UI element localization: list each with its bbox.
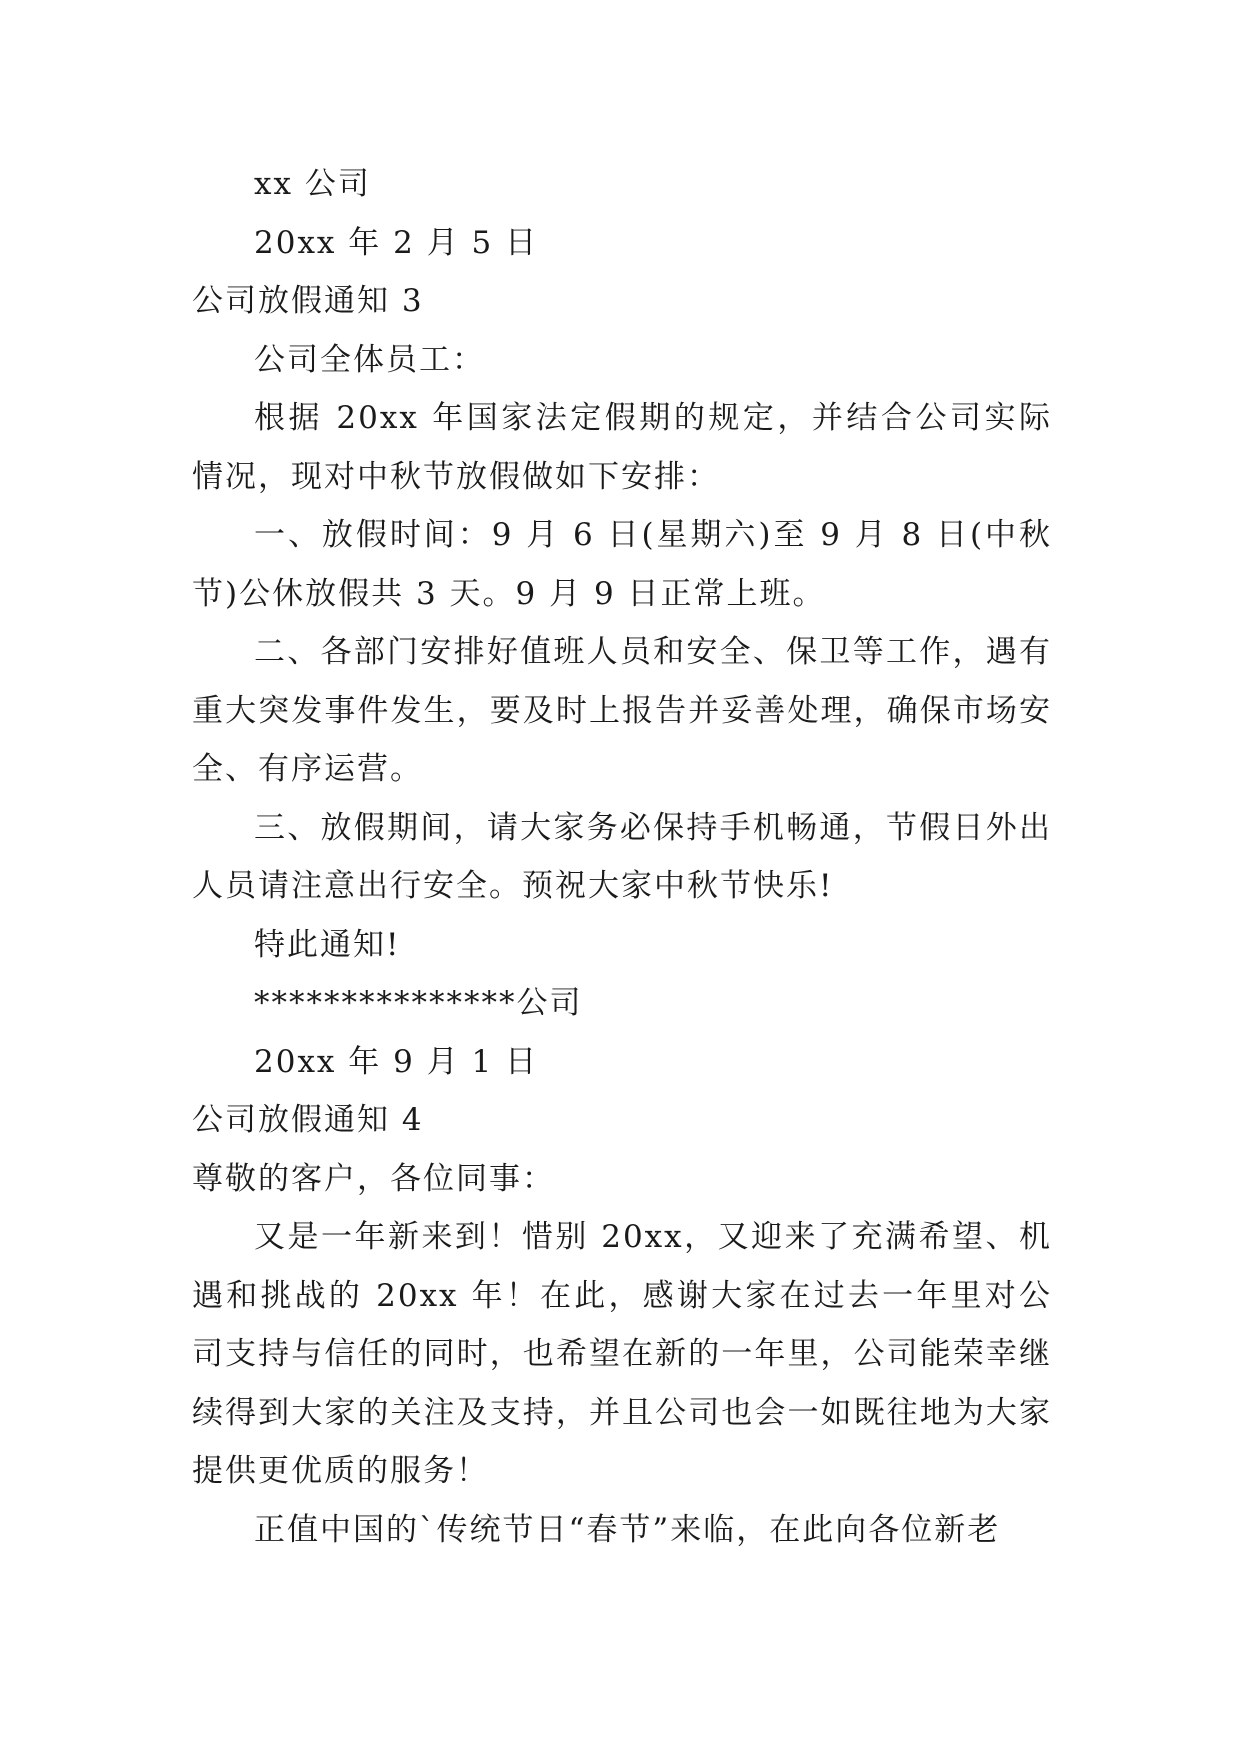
notice-paragraph: 又是一年新来到！惜别 20xx，又迎来了充满希望、机遇和挑战的 20xx 年！在此，感谢大家在过去一年里对公司支持与信任的同时，也希望在新的一年里，公司能荣幸继续得到大家的关注及支持，并且公司也会一如既往地为大家提供更优质的服务！ bbox=[192, 1219, 1052, 1489]
signature-date: 20xx 年 2 月 5 日 bbox=[254, 224, 539, 261]
notice-paragraph: 一、放假时间：9 月 6 日(星期六)至 9 月 8 日(中秋节)公休放假共 3 天。9 月 9 日正常上班。 bbox=[192, 517, 1052, 612]
notice-paragraph: 正值中国的`传统节日“春节”来临，在此向各位新老 bbox=[254, 1511, 1001, 1548]
notice-title: 公司放假通知 4 bbox=[192, 1102, 424, 1138]
notice-title: 公司放假通知 3 bbox=[192, 283, 424, 319]
notice-paragraph: 三、放假期间，请大家务必保持手机畅通，节假日外出人员请注意出行安全。预祝大家中秋节快乐! bbox=[192, 809, 1052, 904]
signature-company: xx 公司 bbox=[254, 166, 371, 202]
notice-greeting: 尊敬的客户，各位同事： bbox=[192, 1160, 555, 1197]
signature-company: ***************公司 bbox=[254, 985, 583, 1021]
notice-paragraph: 根据 20xx 年国家法定假期的规定，并结合公司实际情况，现对中秋节放假做如下安排： bbox=[192, 400, 1052, 495]
document-body bbox=[192, 155, 1052, 1559]
notice-closing: 特此通知! bbox=[254, 926, 401, 963]
notice-paragraph: 二、各部门安排好值班人员和安全、保卫等工作，遇有重大突发事件发生，要及时上报告并妥善处理，确保市场安全、有序运营。 bbox=[192, 634, 1052, 787]
signature-date: 20xx 年 9 月 1 日 bbox=[254, 1043, 539, 1080]
notice-greeting: 公司全体员工： bbox=[254, 341, 485, 378]
